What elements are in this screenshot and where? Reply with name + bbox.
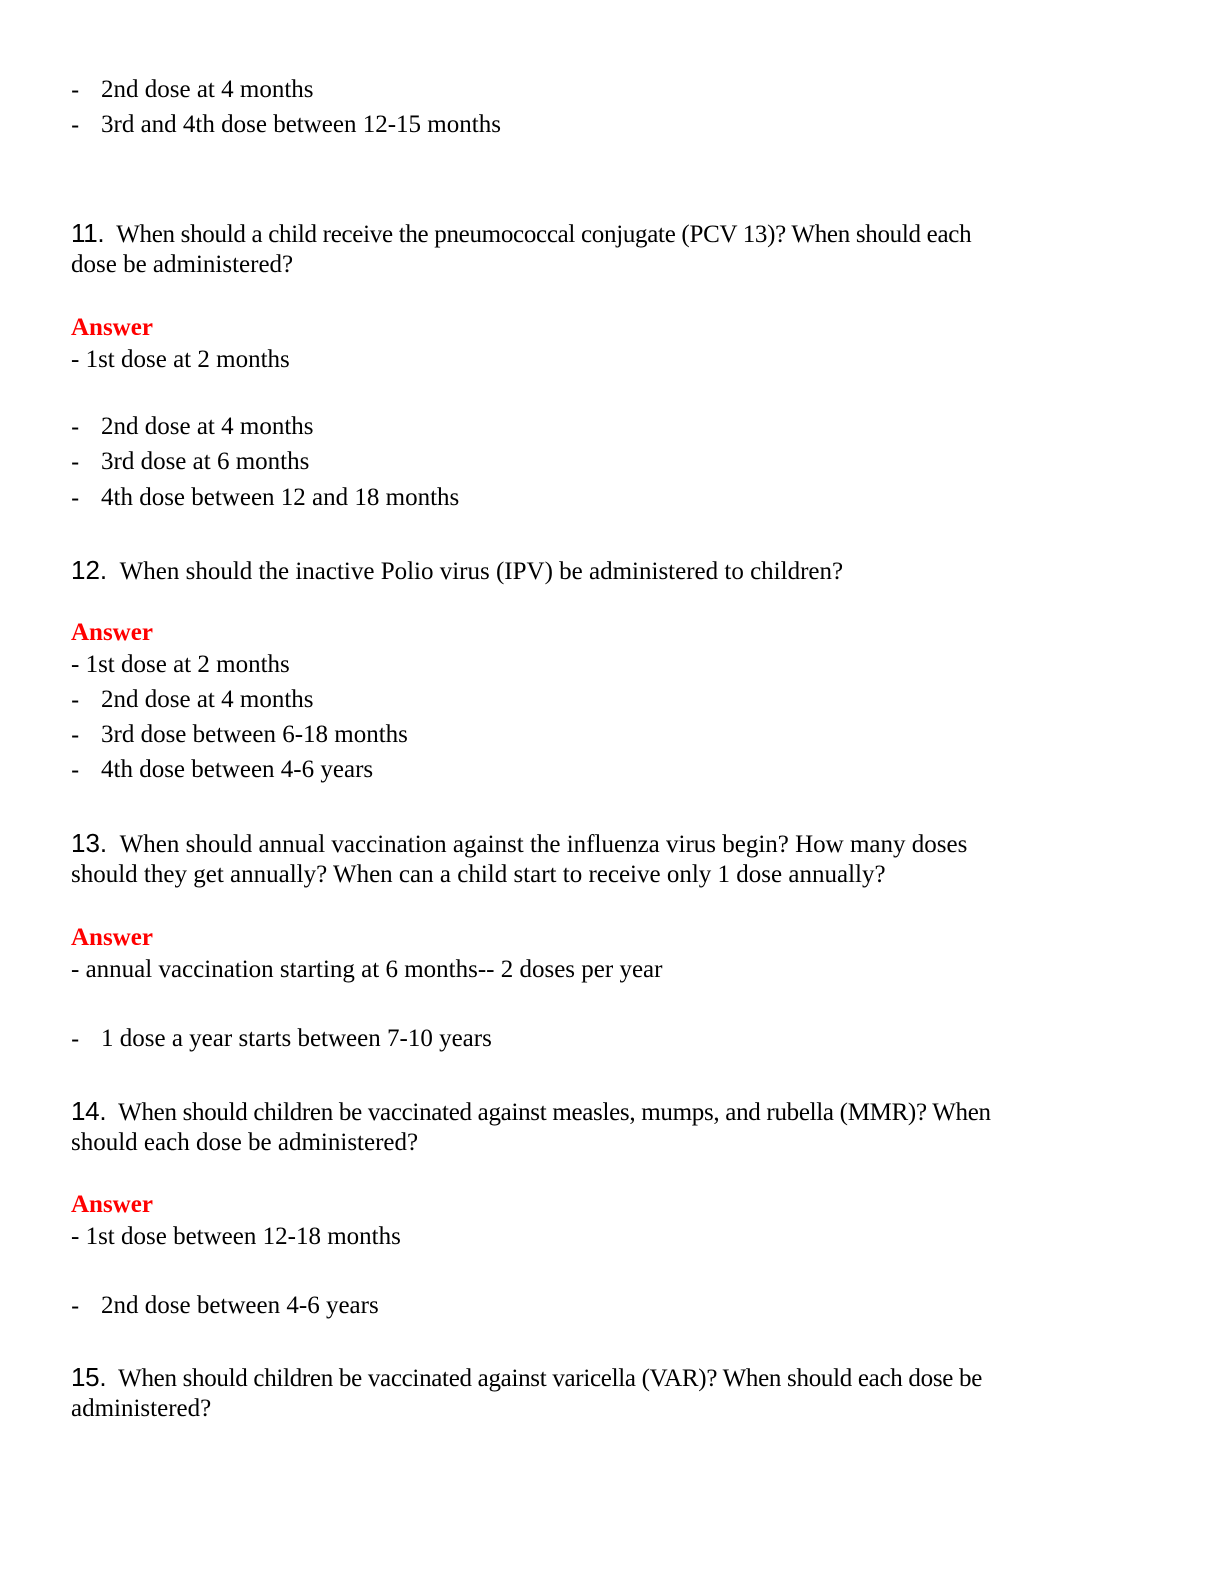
answer-item: 4th dose between 4-6 years (101, 756, 374, 783)
answer-first-item: - 1st dose at 2 months (71, 346, 290, 373)
question-number: 15. (71, 1362, 107, 1392)
prev-answer-item: 3rd and 4th dose between 12-15 months (101, 111, 501, 138)
bullet-dash: - (71, 1292, 80, 1320)
question-text: When should children be vaccinated against varicella (VAR)? When should each dose be (118, 1365, 982, 1392)
answer-item: 4th dose between 12 and 18 months (101, 484, 460, 511)
answer-item: 2nd dose at 4 months (101, 686, 314, 713)
answer-first-item: - 1st dose between 12-18 months (71, 1223, 401, 1250)
answer-first-item: - 1st dose at 2 months (71, 651, 290, 678)
answer-item: 3rd dose at 6 months (101, 448, 310, 475)
prev-answer-item: 2nd dose at 4 months (101, 76, 314, 103)
question-14-line-1 (71, 1096, 991, 1128)
bullet-dash: - (71, 686, 80, 714)
answer-item: 3rd dose between 6-18 months (101, 721, 408, 748)
question-text: When should a child receive the pneumococcal conjugate (PCV 13)? When should each (116, 221, 972, 248)
question-number: 12. (71, 555, 108, 585)
bullet-dash: - (71, 413, 80, 441)
question-number: 14. (71, 1096, 107, 1126)
answer-first-item: - annual vaccination starting at 6 months-- 2 doses per year (71, 956, 663, 983)
answer-item: 2nd dose at 4 months (101, 413, 314, 440)
question-14-line-2: should each dose be administered? (71, 1129, 419, 1156)
bullet-dash: - (71, 111, 80, 139)
question-11-line-1 (71, 218, 971, 250)
question-13-line-2: should they get annually? When can a child start to receive only 1 dose annually? (71, 861, 886, 888)
bullet-dash: - (71, 484, 80, 512)
question-13-line-1 (71, 828, 967, 860)
answer-label: Answer (71, 924, 153, 951)
question-text: When should the inactive Polio virus (IPV) be administered to children? (119, 558, 844, 585)
bullet-dash: - (71, 76, 80, 104)
question-number: 11. (71, 218, 105, 248)
question-number: 13. (71, 828, 108, 858)
answer-label: Answer (71, 314, 153, 341)
question-15-line-2: administered? (71, 1395, 212, 1422)
answer-label: Answer (71, 619, 153, 646)
question-12-line-1 (71, 555, 843, 587)
question-11-line-2: dose be administered? (71, 251, 294, 278)
bullet-dash: - (71, 1025, 80, 1053)
bullet-dash: - (71, 756, 80, 784)
question-text: When should children be vaccinated against measles, mumps, and rubella (MMR)? When (118, 1099, 991, 1126)
question-15-line-1 (71, 1362, 982, 1394)
question-text: When should annual vaccination against the influenza virus begin? How many doses (119, 831, 968, 858)
answer-label: Answer (71, 1191, 153, 1218)
answer-item: 2nd dose between 4-6 years (101, 1292, 379, 1319)
bullet-dash: - (71, 721, 80, 749)
bullet-dash: - (71, 448, 80, 476)
answer-item: 1 dose a year starts between 7-10 years (101, 1025, 492, 1052)
